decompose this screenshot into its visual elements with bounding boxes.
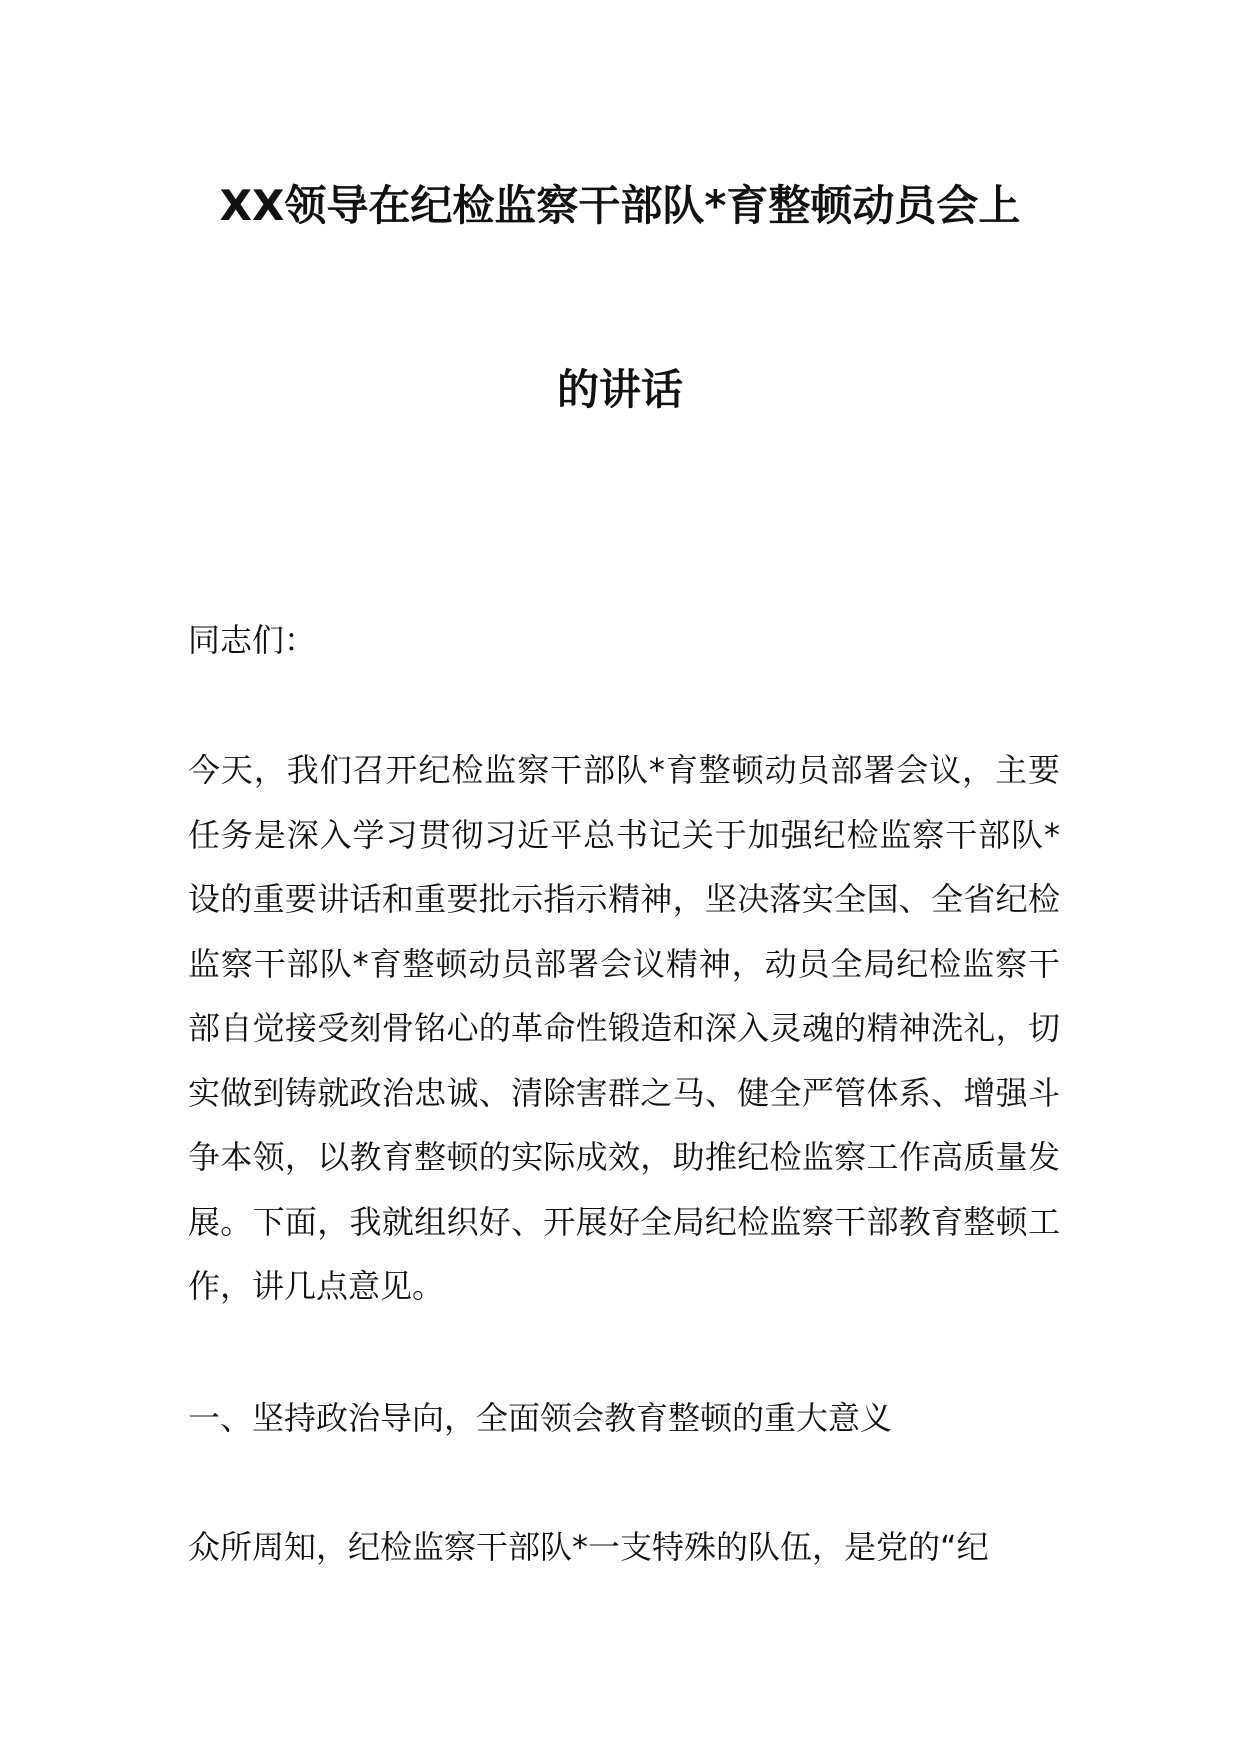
- paragraph-section-1: 众所周知，纪检监察干部队*一支特殊的队伍，是党的“纪: [188, 1528, 989, 1566]
- section-heading-1: 一、坚持政治导向，全面领会教育整顿的重大意义: [188, 1399, 893, 1437]
- document-title-line-1: XX领导在纪检监察干部队*育整顿动员会上: [219, 181, 1021, 230]
- paragraph-opening: 今天，我们召开纪检监察干部队*育整顿动员部署会议，主要任务是深入学习贯彻习近平总书记关于加强纪检监察干部队*设的重要讲话和重要批示指示精神，坚决落实全国、全省纪检监察干部队*育整顿动员部署会议精神，动员全局纪检监察干部自觉接受刻骨铭心的革命性锻造和深入灵魂的精神洗礼，切实做到铸就政治忠诚、清除害群之马、健全严管体系、增强斗争本领，以教育整顿的实际成效，助推纪检监察工作高质量发展。下面，我就组织好、开展好全局纪检监察干部教育整顿工作，讲几点意见。: [188, 751, 1060, 1305]
- document-title-line-2: 的讲话: [556, 365, 683, 414]
- salutation: 同志们：: [188, 621, 317, 659]
